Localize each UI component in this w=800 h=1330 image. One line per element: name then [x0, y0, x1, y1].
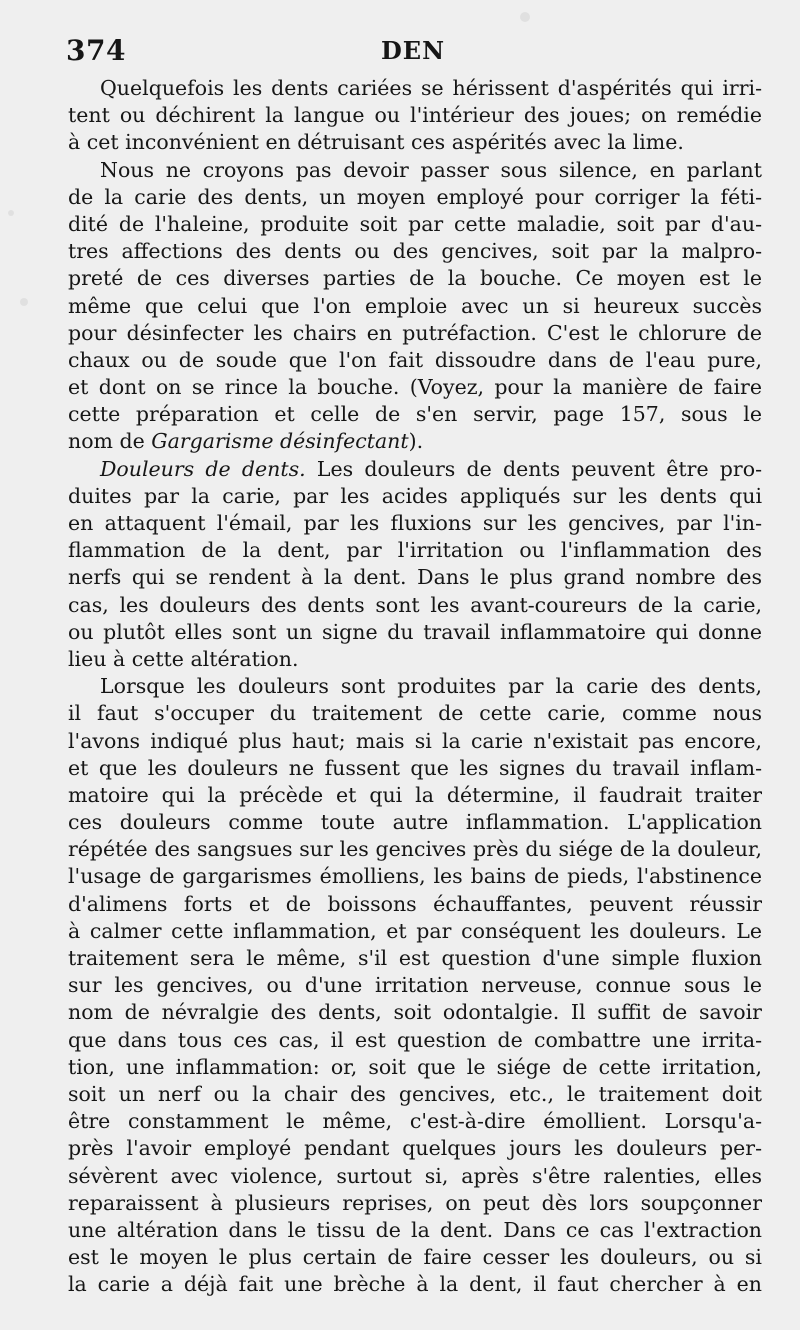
text-line: sévèrent avec violence, surtout si, après s'être ralenties, elles — [68, 1163, 762, 1188]
running-head: DEN — [380, 36, 446, 65]
text-line: nerfs qui se rendent à la dent. Dans le plus grand nombre des — [68, 565, 762, 590]
text-line: sur les gencives, ou d'une irritation nerveuse, connue sous le — [68, 973, 762, 998]
text-line: même que celui que l'on emploie avec un si heureux succès — [68, 293, 762, 318]
text-line: est le moyen le plus certain de faire cesser les douleurs, ou si — [68, 1245, 762, 1270]
text-line: une altération dans le tissu de la dent. Dans ce cas l'extraction — [68, 1217, 762, 1242]
text-line: tres affections des dents ou des gencives, soit par la malpro- — [68, 239, 762, 264]
text-line: Quelquefois les dents cariées se hérissent d'aspérités qui irri- — [100, 76, 762, 100]
text-line: l'usage de gargarismes émolliens, les bains de pieds, l'abstinence — [68, 864, 762, 889]
text-fragment: ). — [408, 429, 424, 454]
paragraph-2 — [68, 157, 762, 456]
text-line: cette préparation et celle de s'en servir, page 157, sous le — [68, 402, 762, 427]
text-line — [68, 428, 762, 455]
text-line: duites par la carie, par les acides appliqués sur les dents qui — [68, 483, 762, 508]
text-line: Lorsque les douleurs sont produites par la carie des dents, — [100, 674, 762, 699]
text-fragment: Les douleurs de dents peuvent être pro- — [305, 456, 762, 481]
text-line: répétée des sangsues sur les gencives près du siége de la douleur, — [68, 837, 762, 862]
text-line: à calmer cette inflammation, et par conséquent les douleurs. Le — [68, 918, 762, 943]
page-header — [66, 34, 760, 68]
section-heading: Douleurs de dents. — [100, 456, 306, 481]
text-line: tion, une inflammation: or, soit que le siége de cette irritation, — [68, 1054, 762, 1079]
paragraph-4 — [68, 673, 762, 1298]
text-line: ces douleurs comme toute autre inflammation. L'application — [68, 810, 762, 835]
text-line: dité de l'haleine, produite soit par cette maladie, soit par d'au- — [68, 211, 762, 236]
text-line: traitement sera le même, s'il est question d'une simple fluxion — [68, 946, 762, 970]
text-line: matoire qui la précède et qui la détermine, il faudrait traiter — [68, 782, 762, 807]
paragraph-1 — [68, 75, 762, 157]
text-line: flammation de la dent, par l'irritation ou l'inflammation des — [68, 538, 762, 563]
text-line: ou plutôt elles sont un signe du travail inflammatoire qui donne — [68, 619, 762, 644]
text-line: reparaissent à plusieurs reprises, on peut dès lors soupçonner — [68, 1190, 762, 1215]
text-line: nom de névralgie des dents, soit odontalgie. Il suffit de savoir — [68, 1000, 762, 1025]
page-number: 374 — [66, 34, 126, 67]
text-line: chaux ou de soude que l'on fait dissoudre dans de l'eau pure, — [68, 347, 762, 372]
text-line: en attaquent l'émail, par les fluxions sur les gencives, par l'in- — [68, 511, 762, 535]
paper-speck — [520, 12, 530, 22]
text-line: il faut s'occuper du traitement de cette carie, comme nous — [68, 701, 762, 726]
text-line: la carie a déjà fait une brèche à la dent, il faut chercher à en — [68, 1272, 762, 1297]
italic-term: Gargarisme désinfectant — [151, 429, 409, 454]
text-line: que dans tous ces cas, il est question de combattre une irrita- — [68, 1027, 762, 1052]
text-line: et que les douleurs ne fussent que les signes du travail inflam- — [68, 755, 762, 780]
text-line: de la carie des dents, un moyen employé pour corriger la féti- — [68, 184, 762, 209]
text-line — [68, 456, 762, 483]
text-line: tent ou déchirent la langue ou l'intérieur des joues; on remédie — [68, 103, 762, 128]
text-line: pour désinfecter les chairs en putréfaction. C'est le chlorure de — [68, 320, 762, 345]
text-line: d'alimens forts et de boissons échauffantes, peuvent réussir — [68, 891, 762, 916]
text-line: et dont on se rince la bouche. (Voyez, pour la manière de faire — [68, 375, 762, 400]
text-line: lieu à cette altération. — [68, 646, 299, 671]
paragraph-3 — [68, 456, 762, 674]
paper-speck — [20, 298, 28, 306]
text-line: soit un nerf ou la chair des gencives, etc., le traitement doit — [68, 1081, 762, 1106]
text-line: être constamment le même, c'est-à-dire émollient. Lorsqu'a- — [68, 1109, 762, 1134]
text-line: preté de ces diverses parties de la bouche. Ce moyen est le — [68, 266, 762, 291]
text-line: à cet inconvénient en détruisant ces aspérités avec la lime. — [68, 130, 684, 155]
text-line: Nous ne croyons pas devoir passer sous silence, en parlant — [100, 157, 762, 182]
text-line: près l'avoir employé pendant quelques jours les douleurs per- — [68, 1136, 762, 1161]
text-fragment: nom de — [68, 429, 152, 454]
text-line: l'avons indiqué plus haut; mais si la carie n'existait pas encore, — [68, 728, 762, 753]
paper-speck — [8, 210, 14, 216]
text-line: cas, les douleurs des dents sont les avant-coureurs de la carie, — [68, 592, 762, 617]
body-text — [68, 75, 762, 1298]
